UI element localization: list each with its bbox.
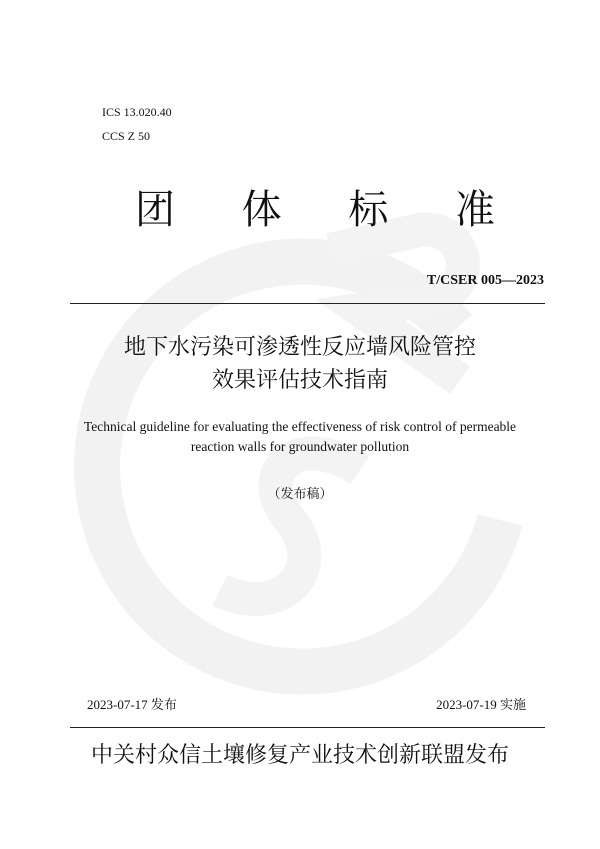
chinese-title: [0, 331, 600, 397]
standard-type-char: 标: [348, 187, 389, 233]
standard-type-char: 准: [454, 187, 495, 233]
chinese-title-line: 效果评估技术指南: [211, 368, 388, 393]
english-title: [60, 417, 540, 457]
standard-number: T/CSER 005—2023: [426, 273, 544, 288]
standard-type-heading: [135, 185, 495, 235]
watermark-letter-s: [220, 454, 360, 599]
document-status: （发布稿）: [267, 486, 333, 501]
bottom-divider: [70, 727, 545, 728]
english-title-line: reaction walls for groundwater pollution: [190, 439, 410, 454]
publisher: 中关村众信土壤修复产业技术创新联盟发布: [90, 743, 509, 768]
standard-type-char: 团: [135, 187, 175, 233]
chinese-title-line: 地下水污染可渗透性反应墙风险管控: [123, 335, 476, 360]
english-title-line: Technical guideline for evaluating the effectiveness of risk control of permeable: [83, 419, 517, 434]
standard-type-char: 体: [241, 187, 282, 233]
implementation-date: 2023-07-19 实施: [436, 697, 526, 712]
ccs-code: CCS Z 50: [102, 129, 151, 143]
ics-code: ICS 13.020.40: [102, 105, 172, 119]
top-divider: [70, 303, 545, 304]
watermark-ring: [97, 262, 500, 672]
classification-codes: [102, 100, 172, 148]
issue-date: 2023-07-17 发布: [87, 697, 177, 712]
